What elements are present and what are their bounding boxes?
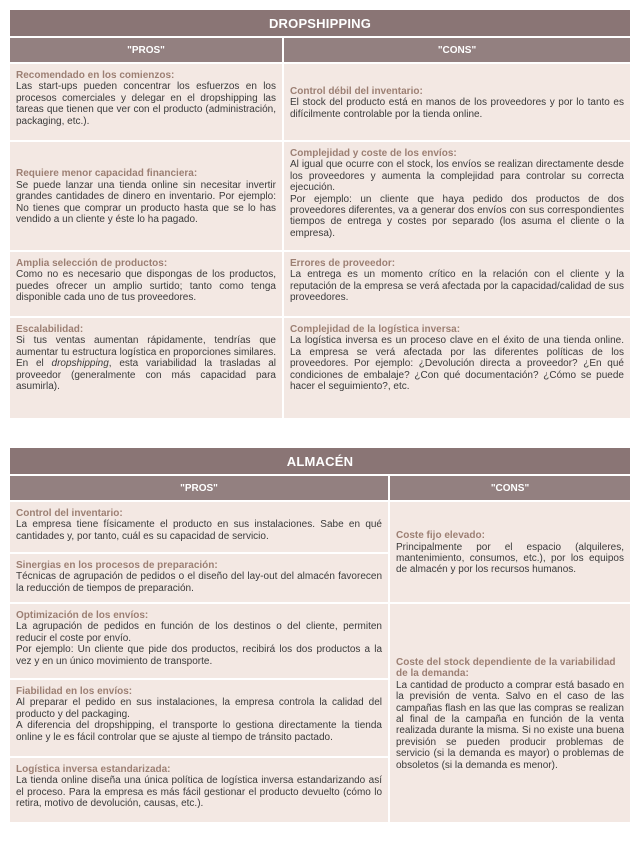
pro-heading: Sinergias en los procesos de preparación: — [16, 560, 218, 571]
con-heading: Errores de proveedor: — [290, 258, 396, 269]
pro-heading: Requiere menor capacidad financiera: — [16, 168, 198, 180]
pro-cell — [9, 317, 283, 419]
con-body: El stock del producto está en manos de los proveedores y por lo tanto es difícilmente controlable por la tienda online. — [290, 97, 624, 120]
con-cell — [283, 251, 631, 317]
con-heading: Complejidad y coste de los envíos: — [290, 148, 457, 159]
con-body: La cantidad de producto a comprar está basado en la previsión de venta. Salvo en el caso de las campañas flash en las que las compras se realizan al final de la campaña en función de la venta realizada durante la misma. Si no existe una buena previsión se pueden producir problemas de servicio (si la demanda es mayor) o problemas de obsoletos (si la demanda es menor). — [396, 679, 624, 771]
pro-cell — [9, 679, 389, 757]
dropshipping-table — [8, 8, 632, 420]
pro-heading: Recomendado en los comienzos: — [16, 70, 175, 81]
pro-cell — [9, 63, 283, 141]
pro-cell — [9, 141, 283, 251]
pro-body: Se puede lanzar una tienda online sin necesitar invertir grandes cantidades de dinero en inventario. Por ejemplo: No tienes que comprar un producto hasta que se lo has vendido a un cliente y éste lo ha pagado. — [16, 179, 276, 226]
con-heading: Coste fijo elevado: — [396, 530, 485, 542]
con-heading: Complejidad de la logística inversa: — [290, 324, 461, 335]
pro-cell — [9, 757, 389, 823]
con-cell — [283, 317, 631, 419]
con-cell — [389, 603, 631, 823]
almacen-pros-header: "PROS" — [9, 475, 389, 501]
con-body: Al igual que ocurre con el stock, los envíos se realizan directamente desde los proveedores y aumenta la complejidad para controlar su correcta ejecución. Por ejemplo: un cliente que haya pedido dos productos de dos proveedores diferentes, va a generar dos envíos con sus correspondientes tiempos de entrega y costes por separado (los asuma el cliente o la empresa). — [290, 159, 624, 239]
pro-body: La empresa tiene físicamente el producto en sus instalaciones. Sabe en qué cantidades y, por tanto, cuál es su capacidad de servicio. — [16, 519, 382, 542]
pro-heading: Fiabilidad en los envíos: — [16, 686, 133, 697]
pro-heading: Control del inventario: — [16, 508, 123, 519]
pro-heading: Escalabilidad: — [16, 324, 84, 335]
pro-cell — [9, 553, 389, 603]
pro-body: Si tus ventas aumentan rápidamente, tendrías que aumentar tu estructura logística en proporciones similares. En el dropshipping, esta variabilidad la trasladas al proveedor (generalmente con más capacidad para asumirla). — [16, 335, 276, 393]
con-body: La logística inversa es un proceso clave en el éxito de una tienda online. La empresa se verá afectada por las diferentes políticas de los proveedores. Por ejemplo: ¿Devolución directa a proveedor? ¿En qué condiciones de embalaje? ¿Con qué documentación? ¿Cómo se puede hacer el seguimiento?, etc. — [290, 335, 624, 393]
dropshipping-pros-header: "PROS" — [9, 37, 283, 63]
pro-body: La agrupación de pedidos en función de los destinos o del cliente, permiten reducir el coste por envío. Por ejemplo: Un cliente que pide dos productos, recibirá los dos productos a la vez y en un único movimiento de transporte. — [16, 621, 382, 667]
pro-heading: Optimización de los envíos: — [16, 610, 149, 621]
pro-heading: Amplia selección de productos: — [16, 258, 168, 269]
pro-cell — [9, 251, 283, 317]
pro-body: Técnicas de agrupación de pedidos o el diseño del lay-out del almacén favorecen la reducción de tiempos de preparación. — [16, 571, 382, 594]
dropshipping-cons-header: "CONS" — [283, 37, 631, 63]
pro-cell — [9, 603, 389, 679]
almacen-table — [8, 446, 632, 824]
con-heading: Coste del stock dependiente de la variabilidad de la demanda: — [396, 656, 616, 680]
pro-heading: Logística inversa estandarizada: — [16, 764, 171, 775]
pro-body: Al preparar el pedido en sus instalaciones, la empresa controla la calidad del producto y del packaging. A diferencia del dropshipping, el transporte lo gestiona directamente la tienda online y le es fácil controlar que se ajuste al tiempo de tránsito pactado. — [16, 697, 382, 743]
dropshipping-title: DROPSHIPPING — [9, 9, 631, 37]
con-body: Principalmente por el espacio (alquileres, mantenimiento, consumos, etc.), por los equipos de almacén y por los recursos humanos. — [396, 541, 624, 576]
almacen-title: ALMACÉN — [9, 447, 631, 475]
con-cell — [389, 501, 631, 603]
con-heading: Control débil del inventario: — [290, 85, 423, 97]
pro-body: Como no es necesario que dispongas de los productos, puedes ofrecer un amplio surtido; tanto como tenga disponible cada uno de tus proveedores. — [16, 269, 276, 304]
pro-body: La tienda online diseña una única política de logística inversa estandarizando así el proceso. Para la empresa es más fácil gestionar el producto devuelto (cómo lo retira, motivo de devolución, causas, etc.). — [16, 775, 382, 810]
pro-body: Las start-ups pueden concentrar los esfuerzos en los procesos comerciales y delegar en el dropshipping las tareas que tienen que ver con el producto (administración, packaging, etc.). — [16, 81, 276, 127]
con-cell — [283, 141, 631, 251]
con-cell — [283, 63, 631, 141]
pro-cell — [9, 501, 389, 553]
almacen-cons-header: "CONS" — [389, 475, 631, 501]
con-body: La entrega es un momento crítico en la relación con el cliente y la reputación de la empresa se verá afectada por la capacidad/calidad de sus proveedores. — [290, 269, 624, 304]
